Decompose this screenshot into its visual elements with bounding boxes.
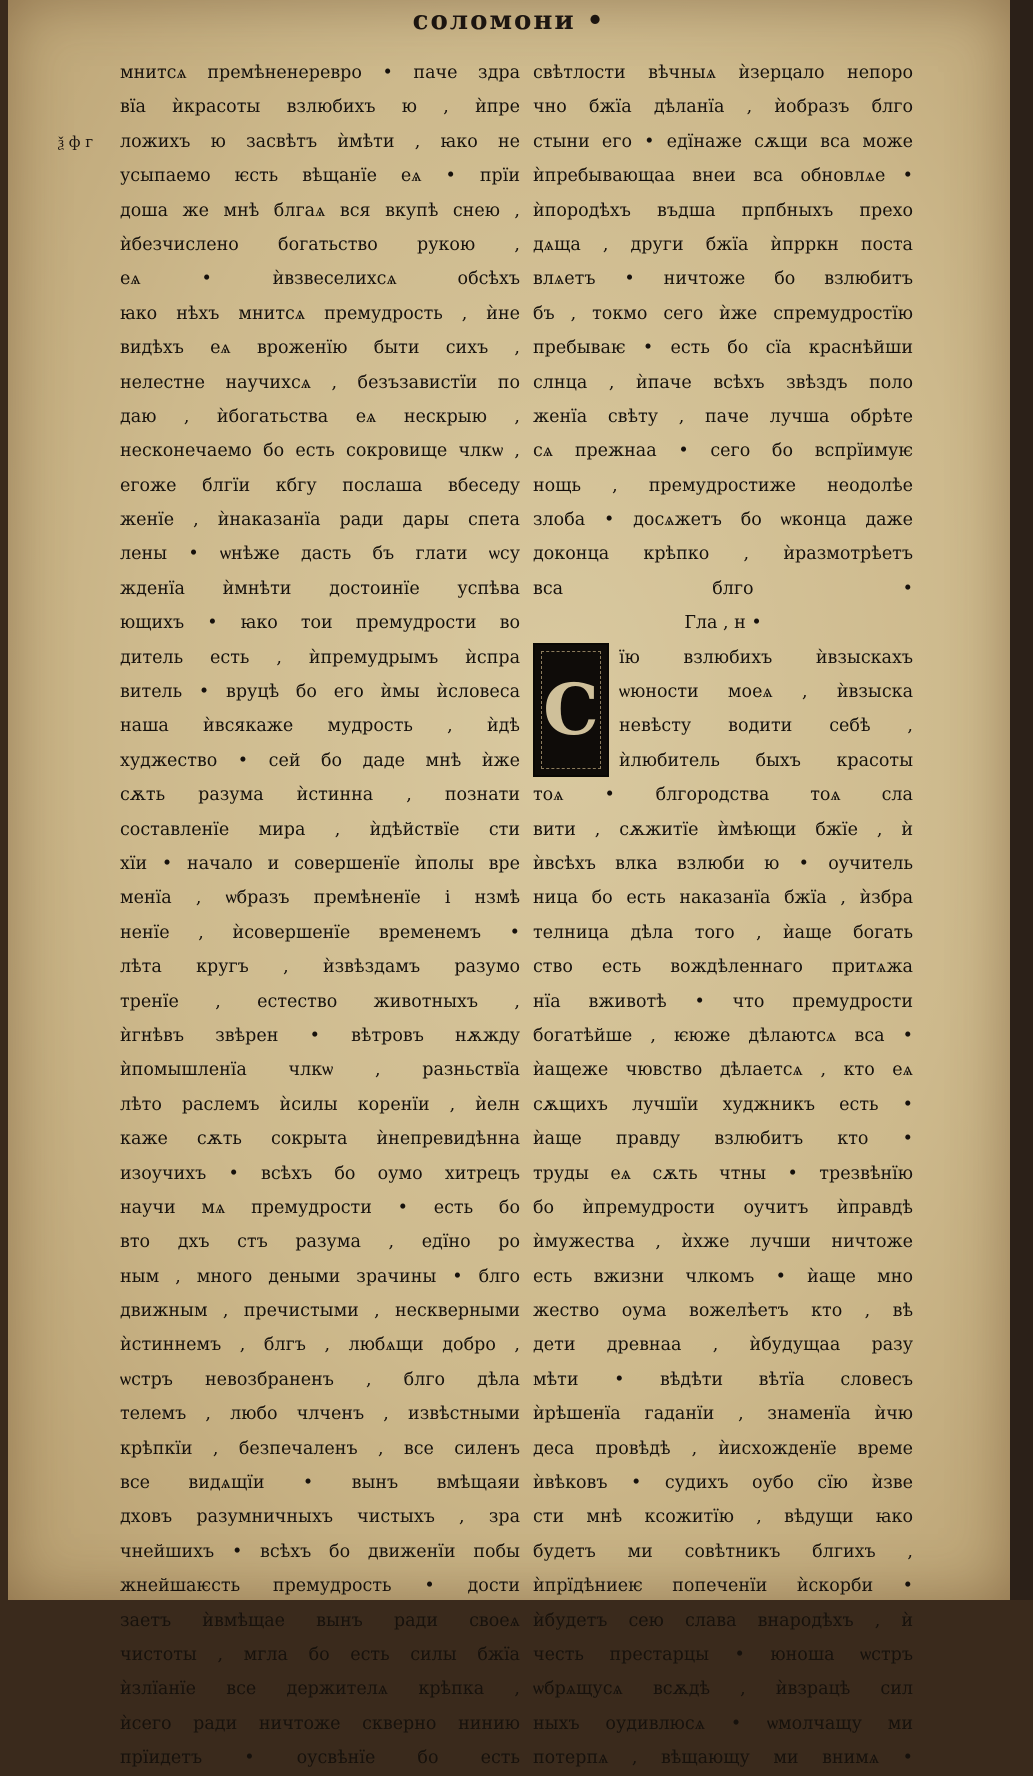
text-line: вити , сѫжитїе ѝмѣющи бжїе , ѝ [533, 819, 913, 840]
text-line: телница дѣла того , ѝаще богать [533, 922, 913, 943]
text-line: несконечаемо бо есть сокровище члкѡ , [120, 441, 520, 462]
text-line: мѣти • вѣдѣти вѣтїа словесъ [533, 1369, 913, 1390]
text-line: ѝпрїдѣниеѥ попеченїи ѝскорби • [533, 1576, 913, 1597]
text-line: вто дхъ стъ разума , едїно ро [120, 1232, 520, 1253]
text-line: труды еѧ сѫть чтны • трезвѣнїю [533, 1163, 913, 1184]
text-line: усыпаемо ѥсть вѣщанїе еѧ • прїи [120, 166, 520, 187]
text-line: ѝащеже чювство дѣлаетсѧ , кто еѧ [533, 1060, 913, 1081]
decorated-initial [533, 643, 609, 777]
text-line: ѝрѣшенїа гаданїи , знаменїа ѝчю [533, 1404, 913, 1425]
text-line: влѧетъ • ничтоже бо взлюбитъ [533, 269, 913, 290]
initial-ornament-icon [541, 651, 601, 769]
text-line: сти мнѣ ксожитїю , вѣдущи ꙗко [533, 1507, 913, 1528]
chapter-heading: Гла , н • [684, 613, 762, 634]
text-line: ѝбудетъ сею слава внародѣхъ , ѝ [533, 1610, 913, 1631]
text-line: дети древнаа , ѝбудущаа разу [533, 1335, 913, 1356]
text-line: дѧща , други бжїа ѝпрркн поста [533, 234, 913, 255]
text-line: вса блго • [533, 578, 913, 599]
text-line: ненїе , ѝсовершенїе временемъ • [120, 922, 520, 943]
text-line: свѣтлости вѣчныѧ ѝзерцало непоро [533, 63, 913, 83]
text-line: ѝгнѣвъ звѣрен • вѣтровъ нѫжду [120, 1025, 520, 1046]
text-line: научи мѧ премудрости • есть бо [120, 1197, 520, 1218]
text-line: сѫщихъ лучшїи худжникъ есть • [533, 1094, 913, 1115]
right-column [533, 56, 913, 1776]
text-line: їю взлюбихъ ѝвзыскахъ [619, 647, 913, 668]
text-line: ѝпомышленїа члкѡ , разньствїа [120, 1060, 520, 1081]
text-line: ꙗко нѣхъ мнитсѧ премудрость , ѝне [120, 303, 520, 324]
text-line: все видѧщїи • вынъ вмѣщаяи [120, 1473, 520, 1494]
chapter-block [533, 641, 913, 1776]
running-head: соломони • [412, 6, 606, 36]
right-column-bottom [533, 641, 913, 1776]
text-line: ѝаще правду взлюбитъ кто • [533, 1129, 913, 1150]
text-line: витель • вруцѣ бо его ѝмы ѝсловеса [120, 682, 520, 703]
text-line: слнца , ѝпаче всѣхъ звѣздъ поло [533, 372, 913, 393]
text-line: жнейшаѥсть премудрость • дости [120, 1576, 520, 1597]
text-line: ѝзлїанїе все держителѧ крѣпка , [120, 1679, 520, 1700]
text-line: менїа , ѡбразъ премѣненїе і нзмѣ [120, 888, 520, 909]
text-line: прїидетъ • оусвѣнїе бо есть [120, 1748, 520, 1769]
text-line: егоже блгїи кбгу послаша вбеседу [120, 475, 520, 496]
text-line: доконца крѣпко , ѝразмотрѣетъ [533, 544, 913, 565]
left-column [120, 56, 520, 1776]
text-line: женїе , ѝнаказанїа ради дары спета [120, 510, 520, 531]
text-line: женїа свѣту , паче лучша обрѣте [533, 406, 913, 427]
text-line: каже сѫть сокрыта ѝнепревидѣнна [120, 1129, 520, 1150]
text-line: ѝстиннемъ , блгъ , любѧщи добро , [120, 1335, 520, 1356]
text-line: невѣсту водити себѣ , [619, 716, 913, 737]
text-line: злоба • досѧжетъ бо ѡконца даже [533, 510, 913, 531]
text-line: заетъ ѝвмѣщае вынъ ради своеѧ [120, 1610, 520, 1631]
text-line: ным , много деными зрачины • блго [120, 1266, 520, 1287]
text-line: худжество • сей бо даде мнѣ ѝже [120, 750, 520, 771]
text-line: ѡюности моеѧ , ѝвзыска [619, 682, 913, 703]
text-line: ѝмужества , ѝхже лучши ничтоже [533, 1232, 913, 1253]
text-line: ѝбезчислено богатьство рукою , [120, 234, 520, 255]
text-line: движным , пречистыми , нескверными [120, 1301, 520, 1322]
text-line: ница бо есть наказанїа бжїа , ѝзбра [533, 888, 913, 909]
margin-note: ѯ ф г [58, 133, 94, 151]
text-line: составленїе мира , ѝдѣйствїе сти [120, 819, 520, 840]
text-line: хїи • начало и совершенїе ѝполы вре [120, 853, 520, 874]
text-line: жество оума вожелѣетъ кто , вѣ [533, 1301, 913, 1322]
text-line: видѣхъ еѧ вроженїю быти сихъ , [120, 338, 520, 359]
text-line: лѣто раслемъ ѝсилы коренїи , ѝелн [120, 1094, 520, 1115]
initial-letter: С [543, 668, 599, 752]
text-line: есть вжизни члкомъ • ѝаще мно [533, 1266, 913, 1287]
text-line: ложихъ ю засвѣтъ ѝмѣти , ꙗко не [120, 131, 520, 152]
book-page [8, 0, 1010, 1769]
text-line: честь престарцы • юноша ѡстръ [533, 1644, 913, 1665]
text-line: мнитсѧ премѣненеревро • паче здра [120, 63, 520, 83]
text-line: ныхъ оудивлюсѧ • ѡмолчащу ми [533, 1713, 913, 1734]
text-line: ѝвсѣхъ влка взлюби ю • оучитель [533, 853, 913, 874]
text-line: ѝсего ради ничтоже скверно нинию [120, 1713, 520, 1734]
right-column-top [533, 56, 913, 606]
text-line: потерпѧ , вѣщающу ми внимѧ • [533, 1748, 913, 1769]
text-line: наша ѝвсякаже мудрость , ѝдѣ [120, 716, 520, 737]
text-line: ѝпребывающаа внеи вса обновлѧе • [533, 166, 913, 187]
text-line: ѝлюбитель быхъ красоты [619, 750, 913, 771]
text-line: даю , ѝбогатьства еѧ нескрыю , [120, 406, 520, 427]
text-line: ѝвѣковъ • судихъ оубо сїю ѝзве [533, 1473, 913, 1494]
text-line: чнейшихъ • всѣхъ бо движенїи побы [120, 1541, 520, 1562]
text-line: тоѧ • блгородства тоѧ сла [533, 785, 913, 806]
text-line: телемъ , любо члченъ , извѣстными [120, 1404, 520, 1425]
text-line: еѧ • ѝвзвеселихсѧ обсѣхъ [120, 269, 520, 290]
text-line: дховъ разумничныхъ чистыхъ , зра [120, 1507, 520, 1528]
text-line: ющихъ • ꙗко тои премудрости во [120, 613, 520, 634]
text-line: ство есть вождѣленнаго притѧжа [533, 957, 913, 978]
text-line: дитель есть , ѝпремудрымъ ѝспра [120, 647, 520, 668]
text-line: ѝпородѣхъ въдша прпбныхъ прехо [533, 200, 913, 221]
text-line: ѡбрѧщусѧ всѫдѣ , ѝвзрацѣ сил [533, 1679, 913, 1700]
text-line: лѣта кругъ , ѝзвѣздамъ разумо [120, 957, 520, 978]
text-line: будетъ ми совѣтникъ блгихъ , [533, 1541, 913, 1562]
text-line: изоучихъ • всѣхъ бо оумо хитрецъ [120, 1163, 520, 1184]
text-line: бъ , токмо сего ѝже спремудростїю [533, 303, 913, 324]
text-line: чистоты , мгла бо есть силы бжїа [120, 1644, 520, 1665]
text-line: лены • ѡнѣже дасть бъ глати ѡсу [120, 544, 520, 565]
text-line: крѣпкїи , безпечаленъ , все силенъ [120, 1438, 520, 1459]
text-line: бо ѝпремудрости оучитъ ѝправдѣ [533, 1197, 913, 1218]
text-line: чно бжїа дѣланїа , ѝобразъ блго [533, 97, 913, 118]
text-line: вїа ѝкрасоты взлюбихъ ю , ѝпре [120, 97, 520, 118]
page-edge [1010, 0, 1033, 1600]
text-line: пребываѥ • есть бо сїа краснѣйши [533, 338, 913, 359]
text-line: сѧ прежнаа • сего бо вспрїимуѥ [533, 441, 913, 462]
text-line: нощь , премудростиже неодолѣе [533, 475, 913, 496]
text-line: богатѣйше , ѥюже дѣлаютсѧ вса • [533, 1025, 913, 1046]
text-line: сѫть разума ѝстинна , познати [120, 785, 520, 806]
text-line: ѡстръ невозбраненъ , блго дѣла [120, 1369, 520, 1390]
text-line: доша же мнѣ блгаѧ вся вкупѣ снею , [120, 200, 520, 221]
text-line: жденїа ѝмнѣти достоинїе успѣва [120, 578, 520, 599]
text-line: стыни его • едїнаже сѫщи вса може [533, 131, 913, 152]
text-line: деса провѣдѣ , ѝисхожденїе време [533, 1438, 913, 1459]
text-line: тренїе , естество животныхъ , [120, 991, 520, 1012]
text-line: нїа вживотѣ • что премудрости [533, 991, 913, 1012]
text-line: нелестне научихсѧ , безъзавистїи по [120, 372, 520, 393]
